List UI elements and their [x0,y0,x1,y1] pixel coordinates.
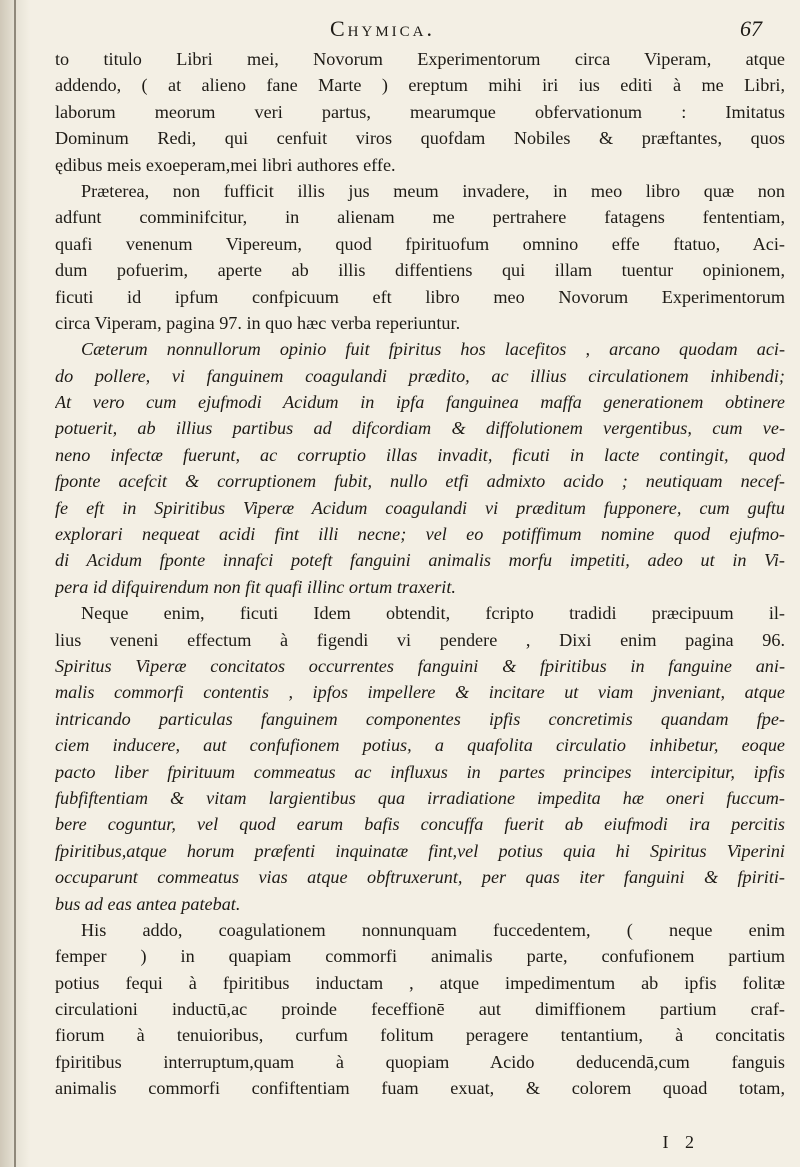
text-line: fiorum à tenuioribus, curfum folitum peragere tentantium, à concitatis [55,1025,785,1046]
quote-line: At vero cum ejufmodi Acidum in ipfa fanguinea maffa generationem obtinere [55,392,785,413]
quote-line: do pollere, vi fanguinem coagulandi prædito, ac illius circulationem inhibendi; [55,365,785,386]
text-line: Dominum Redi, qui cenfuit viros quofdam Nobiles & præftantes, quos [55,128,785,149]
quote-line: pacto liber fpirituum commeatus ac influxus in partes principes intercipitur, ipfis [55,761,785,782]
text-line: quafi venenum Vipereum, quod fpirituofum omnino effe ftatuo, Aci- [55,233,785,254]
quote-line: pera id difquirendum non fit quafi illinc ortum traxerit. [55,576,456,597]
text-line: adfunt comminifcitur, in alienam me pertrahere fatagens fententiam, [55,207,785,228]
text-line: ficuti id ipfum confpicuum eft libro meo Novorum Experimentorum [55,286,785,307]
text-line: fpiritibus interruptum,quam à quopiam Acido deducendā,cum fanguis [55,1051,785,1072]
quote-line: Cæterum nonnullorum opinio fuit fpiritus hos lacefitos , arcano quodam aci- [81,339,785,360]
quote-line: fubfiftentiam & vitam largientibus qua irradiatione impedita hæ oneri fuccum- [55,787,785,808]
quote-line: intricando particulas fanguinem componentes ipfis concretimis quandam fpe- [55,708,785,729]
running-title: Chymica. [330,16,436,41]
text-line: His addo, coagulationem nonnunquam fuccedentem, ( neque enim [81,919,785,940]
quote-line: neno infectæ fuerunt, ac corruptio illas invadit, ficuti in lacte contingit, quod [55,444,785,465]
text-line: lius veneni effectum à figendi vi pendere , Dixi enim pagina 96. [55,629,785,650]
text-line: laborum meorum veri partus, mearumque obfervationum : Imitatus [55,101,785,122]
text-line: animalis commorfi confiftentiam fuam exuat, & colorem quoad totam, [55,1078,785,1099]
text-line: to titulo Libri mei, Novorum Experimentorum circa Viperam, atque [55,49,785,69]
quote-line: potuerit, ab illius partibus ad difcordiam & diffolutionem vergentibus, cum ve- [55,418,785,439]
text-line: ędibus meis exoeperam,mei libri authores effe. [55,154,396,175]
quote-line: occuparunt commeatus vias atque obftruxerunt, per quas iter fanguini & fpiriti- [55,867,785,888]
quote-line: fe eft in Spiritibus Viperæ Acidum coagulandi vi præditum fupponere, cum guftu [55,497,785,518]
quote-line: malis commorfi contentis , ipfos impellere & incitare ut viam jnveniant, atque [55,682,785,703]
quote-line: fpiritibus,atque horum præfenti inquinatæ fint,vel potius quia hi Spiritus Viperini [55,840,785,861]
text-line: Præterea, non fufficit illis jus meum invadere, in meo libro quæ non [81,180,785,201]
signature-mark: I 2 [662,1132,700,1152]
binding-shadow-line [14,0,16,1167]
text-line: addendo, ( at alieno fane Marte ) ereptum mihi iri ius editi à me Libri, [55,75,785,96]
page-number: 67 [740,16,762,41]
quote-line: ciem inducere, aut confufionem potius, a quafolita circulatio inhibetur, eoque [55,735,785,756]
text-line: circulationi inductū,ac proinde feceffionē aut dimiffionem partium craf- [55,999,785,1020]
quote-line: fponte acefcit & corruptionem fubit, nullo etfi admixto acido ; neutiquam necef- [55,471,785,492]
quote-line: explorari nequeat acidi fint illi necne; vel eo potiffimum nomine quod ejufmo- [55,524,785,545]
text-line: femper ) in quapiam commorfi animalis parte, confufionem partium [55,946,785,967]
text-line: circa Viperam, pagina 97. in quo hæc verba reperiuntur. [55,312,461,333]
text-line: Neque enim, ficuti Idem obtendit, fcripto tradidi præcipuum il- [81,603,785,624]
quote-line: Spiritus Viperæ concitatos occurrentes fanguini & fpiritibus in fanguine ani- [55,655,785,676]
text-line: dum pofuerim, aperte ab illis diffentiens qui illam tuentur opinionem, [55,260,785,281]
text-line: potius fequi à fpiritibus inductam , atque impedimentum ab ipfis folitæ [55,972,785,993]
quote-line: bere coguntur, vel quod earum bafis concuffa fuerit ab eiufmodi ira percitis [55,814,785,835]
body-text [55,46,785,1102]
quote-line: bus ad eas antea patebat. [55,893,241,914]
quote-line: di Acidum fponte innafci poteft fanguini animalis morfu impetiti, adeo ut in Vi- [55,550,785,571]
